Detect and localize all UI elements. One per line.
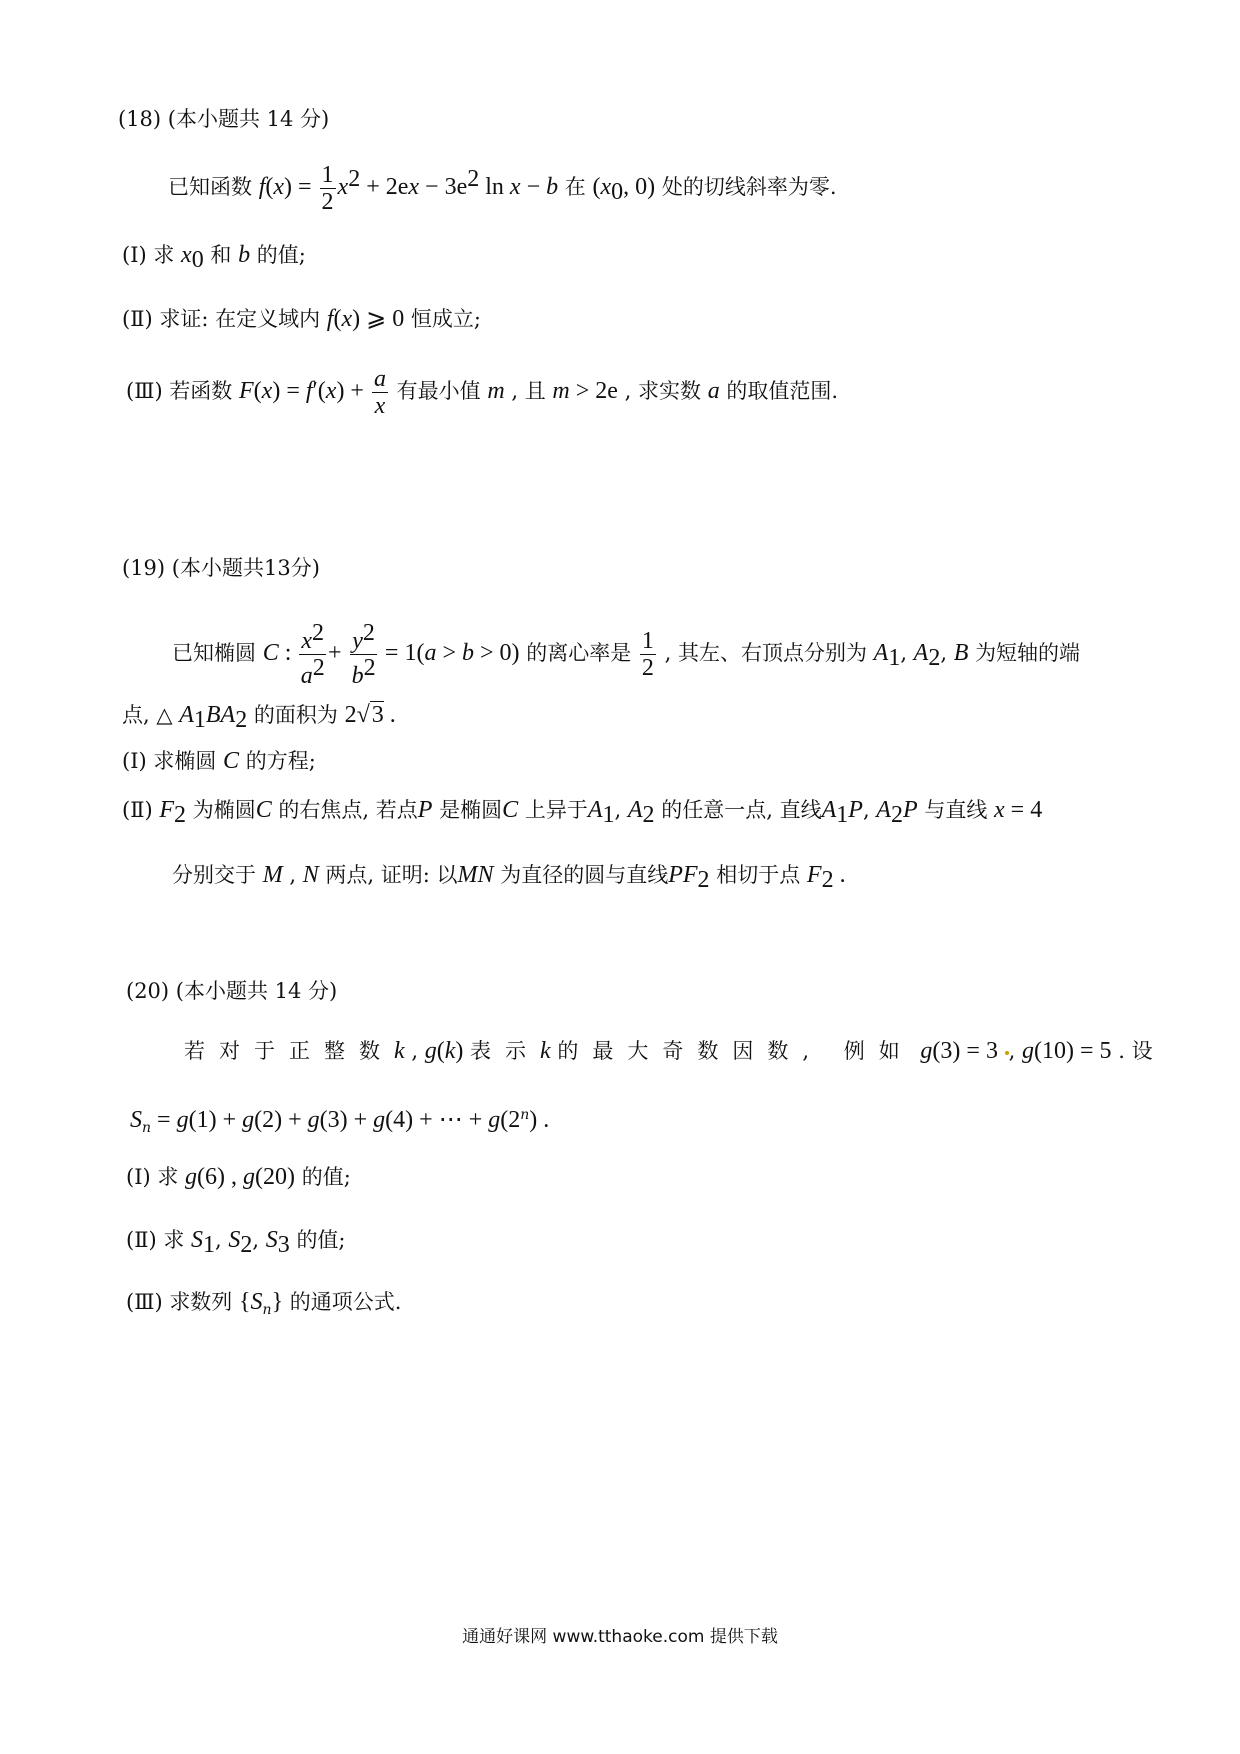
- q19-line2: 点, △ $A_1BA_2$ 的面积为 2√3 .: [122, 702, 396, 734]
- q18-header: (18) (本小题共 14 分): [118, 107, 330, 131]
- q20-part1: (Ⅰ) 求 g(6) , g(20) 的值;: [126, 1164, 351, 1190]
- q19-part2-line2-d: 相切于点: [716, 863, 801, 887]
- q20-part3: (Ⅲ) 求数列 $\{S_n\}$ 的通项公式.: [126, 1289, 402, 1319]
- q18-intro-prefix: 已知函数: [168, 175, 252, 199]
- q20-intro-c: 的最大奇数因数, 例如: [557, 1039, 914, 1063]
- q19-line2-prefix: 点, △: [122, 703, 173, 727]
- q20-part3-end: 的通项公式.: [289, 1290, 402, 1314]
- q20-part3-label: (Ⅲ) 求数列: [126, 1290, 233, 1314]
- q18-part3-mid1: 有最小值: [396, 379, 481, 403]
- q19-intro-end: , 其左、右顶点分别为: [664, 641, 867, 665]
- q19-part2-f: 与直线: [924, 798, 988, 822]
- q18-part3-label: (Ⅲ) 若函数: [126, 379, 233, 403]
- q20-part1-label: (Ⅰ) 求: [126, 1165, 179, 1189]
- q19-line2-text: 的面积为: [253, 703, 338, 727]
- q19-part2-a: 为椭圆: [192, 798, 256, 822]
- q19-part2-e: 的任意一点, 直线: [661, 798, 822, 822]
- q19-intro-end2: 为短轴的端: [975, 641, 1081, 665]
- page-footer: 通通好课网 www.tthaoke.com 提供下载: [462, 1627, 778, 1647]
- q18-part3-end: 的取值范围.: [726, 379, 839, 403]
- stray-mark-dot: [1005, 1051, 1009, 1055]
- q20-intro: 若对于正整数k , g(k) 表示k 的最大奇数因数, 例如 g(3) = 3 , g(10) = 5 . 设: [184, 1038, 1153, 1064]
- q20-intro-b: 表示: [470, 1039, 541, 1063]
- q18-part3-mid3: , 求实数: [624, 379, 701, 403]
- q18-part3: (Ⅲ) 若函数 F(x) = f′(x) + $\frac{a}{x}$ 有最小值 m , 且 m > 2e , 求实数 a 的取值范围.: [126, 366, 839, 419]
- q18-part1-text: 的值;: [256, 243, 306, 267]
- q19-part2: (Ⅱ) $F_2$ 为椭圆C 的右焦点, 若点P 是椭圆C 上异于$A_1$, $A_2$ 的任意一点, 直线$A_1P$, $A_2P$ 与直线 x = 4: [122, 797, 1043, 829]
- q18-part2: (Ⅱ) 求证: 在定义域内 f(x) ⩾ 0 恒成立;: [122, 306, 481, 332]
- q19-part1-end: 的方程;: [245, 749, 316, 773]
- q19-part2-c: 是椭圆: [439, 798, 503, 822]
- q18-part1-label: (Ⅰ) 求: [122, 243, 175, 267]
- q20-part1-end: 的值;: [301, 1165, 351, 1189]
- q19-part2-line2-c: 为直径的圆与直线: [500, 863, 669, 887]
- q18-intro-at: 在: [564, 175, 586, 199]
- q19-part1-label: (Ⅰ) 求椭圆: [122, 749, 217, 773]
- q18-part3-mid2: , 且: [511, 379, 546, 403]
- q19-part2-d: 上异于: [524, 798, 588, 822]
- q19-part2-line2-b: 两点, 证明: 以: [325, 863, 458, 887]
- q20-part2: (Ⅱ) 求 $S_1$, $S_2$, $S_3$ 的值;: [126, 1227, 346, 1259]
- q19-intro: 已知椭圆 C : $\frac{x^2}{a^2}$ + $\frac{y^2}{b^2}$ = 1(a > b > 0) 的离心率是 $\frac{1}{2}$ , 其左、右顶点分别为 $A_1$, $A_2$, B 为短轴的端: [172, 620, 1081, 689]
- q19-part2-label: (Ⅱ): [122, 798, 153, 822]
- q20-intro-a: 若对于正整数: [184, 1039, 394, 1063]
- q18-intro: 已知函数 f(x) = $\frac{1}{2}$ $x^2 + 2ex - 3e^2$ ln x − b 在 ($x_0$, 0) 处的切线斜率为零.: [168, 162, 837, 215]
- q20-part2-end: 的值;: [296, 1228, 346, 1252]
- q19-header: (19) (本小题共13分): [122, 556, 320, 580]
- q20-header: (20) (本小题共 14 分): [126, 979, 338, 1003]
- q20-intro-d: . 设: [1118, 1039, 1153, 1063]
- q18-part2-label: (Ⅱ) 求证: 在定义域内: [122, 307, 321, 331]
- q19-part1: (Ⅰ) 求椭圆 C 的方程;: [122, 748, 316, 774]
- q19-intro-prefix: 已知椭圆: [172, 641, 256, 665]
- q18-part1-and: 和: [210, 243, 232, 267]
- q19-part2-b: 的右焦点, 若点: [278, 798, 418, 822]
- q18-part2-text: 恒成立;: [410, 307, 481, 331]
- q18-intro-suffix: 处的切线斜率为零.: [661, 175, 837, 199]
- q20-formula: $S_n = g(1) + g(2) + g(3) + g(4)$ + ⋯ + $g(2^n)$ .: [130, 1107, 550, 1137]
- q20-part2-label: (Ⅱ) 求: [126, 1228, 185, 1252]
- q19-intro-mid: 的离心率是: [526, 641, 632, 665]
- q19-part2-line2: 分别交于 M , N 两点, 证明: 以MN 为直径的圆与直线$PF_2$ 相切于点 $F_2$ .: [172, 862, 846, 894]
- q19-part2-line2-a: 分别交于: [172, 863, 256, 887]
- q18-part1: (Ⅰ) 求 $x_0$ 和 b 的值;: [122, 242, 306, 274]
